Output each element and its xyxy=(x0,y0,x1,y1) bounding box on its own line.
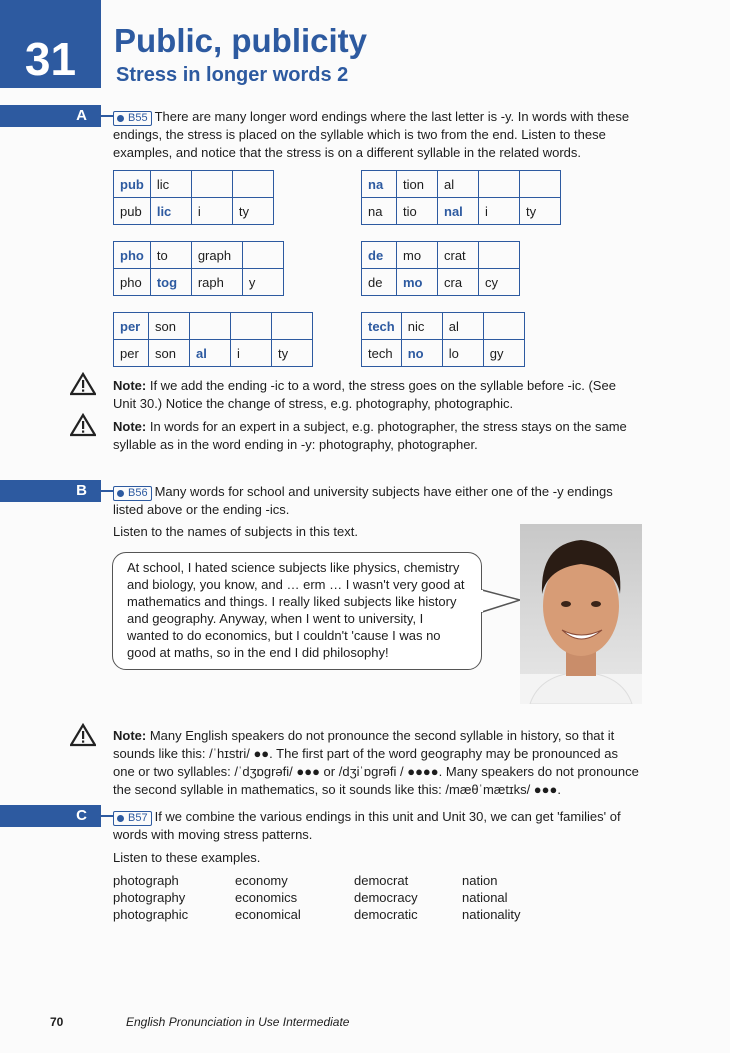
audio-track-badge[interactable]: B55 xyxy=(113,111,152,126)
speaker-photo xyxy=(520,524,642,704)
audio-track-badge[interactable]: B57 xyxy=(113,811,152,826)
section-a-intro: B55 There are many longer word endings where the last letter is -y. In words with these endings, the stress is placed on the syllable which is two from the end. Listen to these examples, and notice that the stress is on a different syllable in the related words. xyxy=(113,109,630,160)
section-b-intro: B56 Many words for school and university subjects have either one of the -y endings listed above or the ending -ics. xyxy=(113,484,613,517)
warning-icon xyxy=(70,413,96,437)
page-subtitle: Stress in longer words 2 xyxy=(116,64,349,86)
note-pronunciation: Note: Many English speakers do not pronounce the second syllable in history, so that it sounds like this: /ˈhɪstri/ ●●. The first part of the word geography may be pronounced as one or two syllables: /ˈdʒɒɡrəfi/ ●●● or /dʒiˈɒɡrəfi / ●●●●. Many speakers do not pronounce the second syllable in mathematics, so it sounds like this: /mæθˈmætɪks/ ●●●. xyxy=(113,728,639,797)
word-family-economy: economy economics economical xyxy=(235,873,301,922)
warning-icon xyxy=(70,723,96,747)
section-c-tab: C xyxy=(0,805,101,827)
section-c-intro: B57 If we combine the various endings in this unit and Unit 30, we can get 'families' of words with moving stress patterns. xyxy=(113,809,621,842)
word-family-democrat: democrat democracy democratic xyxy=(354,873,418,922)
section-a-tab: A xyxy=(0,105,101,127)
syllable-table-democracy: de mo crat de mo cra cy xyxy=(361,241,520,296)
syllable-table-national: na tion al na tio nal i ty xyxy=(361,170,561,225)
syllable-table-photography: pho to graph pho tog raph y xyxy=(113,241,284,296)
syllable-table-public: pub lic pub lic i ty xyxy=(113,170,274,225)
speech-bubble-tail xyxy=(478,586,522,616)
divider xyxy=(101,815,113,817)
syllable-table-technology: tech nic al tech no lo gy xyxy=(361,312,525,367)
section-c-listen: Listen to these examples. xyxy=(113,850,261,865)
book-title: English Pronunciation in Use Intermediate xyxy=(126,1015,350,1029)
word-family-nation: nation national nationality xyxy=(462,873,521,922)
divider xyxy=(101,490,113,492)
page-title: Public, publicity xyxy=(114,22,368,59)
warning-icon xyxy=(70,372,96,396)
note-stress-ic: Note: If we add the ending -ic to a word, the stress goes on the syllable before -ic. (See Unit 30.) Notice the change of stress, e.g. photography, photographic. xyxy=(113,378,616,411)
page-number: 70 xyxy=(50,1015,64,1029)
divider xyxy=(101,115,113,117)
unit-number: 31 xyxy=(0,0,101,88)
syllable-table-personality: per son per son al i ty xyxy=(113,312,313,367)
note-expert-stress: Note: In words for an expert in a subject, e.g. photographer, the stress stays on the same syllable as in the word ending in -y: photography, photographer. xyxy=(113,419,627,452)
section-b-listen: Listen to the names of subjects in this text. xyxy=(113,524,358,539)
word-family-photograph: photograph photography photographic xyxy=(113,873,189,922)
audio-track-badge[interactable]: B56 xyxy=(113,486,152,501)
section-b-tab: B xyxy=(0,480,101,502)
speech-bubble: At school, I hated science subjects like physics, chemistry and biology, you know, and … erm … I wasn't very good at mathematics and things. I really liked subjects like history and geography. Anyway, when I went to university, I wanted to do economics, but I couldn't 'cause I was no good at maths, so in the end I did philosophy! xyxy=(112,552,482,670)
